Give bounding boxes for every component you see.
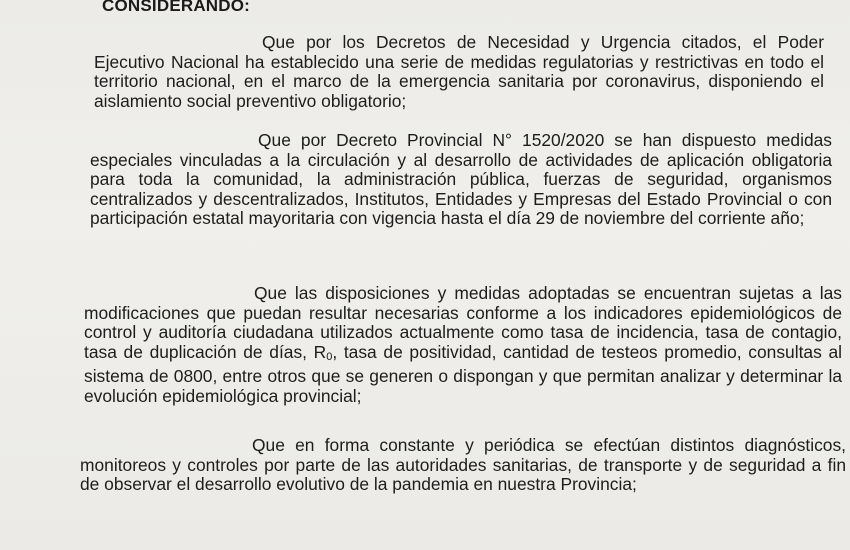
paragraph-4-text: Que en forma constante y periódica se efectúan distintos diagnósticos, monitoreos y controles por parte de las autoridades sanitarias, de transporte y de seguridad a fin de observar el desarrollo evolutivo de la pandemia en nuestra Provincia; — [80, 435, 846, 495]
paragraph-3-text-after: , tasa de positividad, cantidad de testeos promedio, consultas al sistema de 0800, entre otros que se generen o dispongan y que permitan analizar y determinar la evolución epidemiológica provincial; — [84, 341, 842, 406]
paragraph-4 — [80, 436, 846, 495]
section-heading: CONSIDERANDO: — [102, 0, 251, 15]
paragraph-2 — [90, 131, 832, 229]
paragraph-3-text-before: Que las disposiciones y medidas adoptadas se encuentran sujetas a las modificaciones que puedan resultar necesarias conforme a los indicadores epidemiológicos de control y auditoría ciudadana utilizados actualmente como tasa de incidencia, tasa de contagio, tasa de duplicación de días, R — [84, 283, 842, 362]
paragraph-3 — [84, 284, 842, 407]
subscript-zero: 0 — [326, 350, 333, 363]
paragraph-1 — [94, 33, 824, 111]
paragraph-1-text: Que por los Decretos de Necesidad y Urgencia citados, el Poder Ejecutivo Nacional ha establecido una serie de medidas regulatorias y restrictivas en todo el territorio nacional, en el marco de la emergencia sanitaria por coronavirus, disponiendo el aislamiento social preventivo obligatorio; — [94, 32, 824, 111]
paragraph-2-text: Que por Decreto Provincial N° 1520/2020 se han dispuesto medidas especiales vinculadas a la circulación y al desarrollo de actividades de aplicación obligatoria para toda la comunidad, la administración pública, fuerzas de seguridad, organismos centralizados y descentralizados, Institutos, Entidades y Empresas del Estado Provincial o con participación estatal mayoritaria con vigencia hasta el día 29 de noviembre del corriente año; — [90, 130, 832, 229]
